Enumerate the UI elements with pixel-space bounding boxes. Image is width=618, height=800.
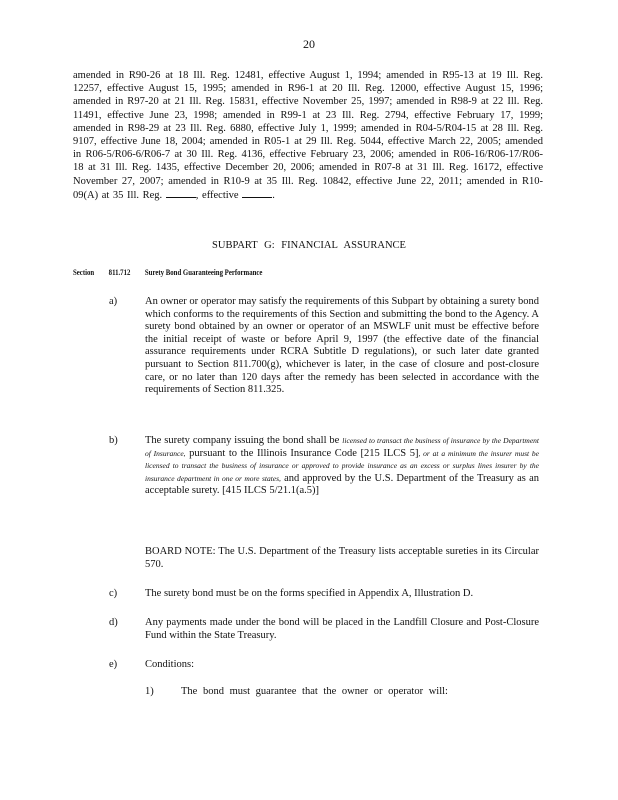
section-label: Section [73, 267, 95, 277]
paragraph-label: b) [109, 435, 118, 446]
board-note-text: BOARD NOTE: The U.S. Department of the Treasury lists acceptable sureties in its Circular 570. [145, 546, 539, 570]
section-title: Surety Bond Guaranteeing Performance [144, 267, 263, 277]
blank-line-2 [242, 188, 272, 198]
paragraph-label: c) [109, 588, 118, 599]
paragraph-b-text-3: and approved by the U.S. Department of the Treasury as an acceptable surety. [415 ILCS 5/21.1(a.5)] [145, 472, 540, 497]
section-heading [73, 267, 275, 277]
paragraph-text: An owner or operator may satisfy the requirements of this Subpart by obtaining a surety bond which conforms to the requirements of this Section and submitting the bond to the Agency. A surety bond obtained by an owner or operator of an MSWLF unit must be effective before the initial receipt of waste or before April 9, 1997 (the effective date of the financial assurance requirements under RCRA Subtitle D regulations), or such later date granted pursuant to Section 811.700(g), whichever is later, in the case of closure and post-closure care, or no later than 120 days after the remedy has been selected in accordance with the requirements of Section 811.325. [145, 296, 539, 396]
page-number: 20 [303, 37, 315, 51]
history-text: amended in R90-26 at 18 Ill. Reg. 12481, effective August 1, 1994; amended in R95-13 at 19 Ill. Reg. 12257, effective August 15, 1995; amended in R96-1 at 20 Ill. Reg. 12000, effective August 15, 1996; amended in R97-20 at 21 Ill. Reg. 15831, effective November 25, 1997; amended in R98-9 at 22 Ill. Reg. 11491, effective June 23, 1998; amended in R99-1 at 23 Ill. Reg. 2794, effective February 17, 1999; amended in R98-29 at 23 Ill. Reg. 6880, effective July 1, 1999; amended in R04-5/R04-15 at 28 Ill. Reg. 9107, effective June 18, 2004; amended in R05-1 at 29 Ill. Reg. 5044, effective March 22, 2005; amended in R06-5/R06-6/R06-7 at 30 Ill. Reg. 4136, effective February 23, 2006; amended in R06-16/R06-17/R06-18 at 31 Ill. Reg. 1435, effective December 20, 2006; amended in R07-8 at 31 Ill. Reg. 16172, effective November 27, 2007; amended in R10-9 at 35 Ill. Reg. 10842, effective June 22, 2011; amended in R10-09(A) at 35 Ill. Reg. [73, 70, 543, 201]
paragraph-b-text-2: pursuant to the Illinois Insurance Code [215 ILCS 5] [189, 447, 419, 459]
paragraph-text: The surety bond must be on the forms specified in Appendix A, Illustration D. [145, 588, 474, 599]
paragraph-label: e) [109, 659, 118, 670]
paragraph-text: Conditions: [145, 659, 195, 670]
statutory-italic-1: licensed to transact the business of insurance by the Department of Insurance, [145, 436, 539, 458]
paragraph-text: Any payments made under the bond will be placed in the Landfill Closure and Post-Closure Fund within the State Treasury. [145, 617, 539, 641]
subparagraph-text: The bond must guarantee that the owner or operator will: [181, 686, 448, 697]
paragraph-b-text-1: The surety company issuing the bond shall be [145, 435, 340, 446]
subparagraph-label: 1) [145, 686, 154, 697]
source-history-note [73, 69, 543, 202]
blank-line-1 [166, 188, 196, 198]
paragraph-text [145, 435, 539, 498]
history-text-end: . [272, 189, 275, 201]
history-text-between: , effective [195, 189, 239, 201]
section-number: 811.712 [108, 267, 131, 277]
subpart-heading: SUBPART G: FINANCIAL ASSURANCE [212, 240, 406, 251]
statutory-italic-2: , or at a minimum the insurer must be licensed to transact the business of insurance or approved to provide insurance as an excess or surplus lines insurer by the insurance department in one or more states, [145, 448, 540, 483]
paragraph-label: d) [109, 617, 118, 628]
paragraph-label: a) [109, 296, 118, 307]
